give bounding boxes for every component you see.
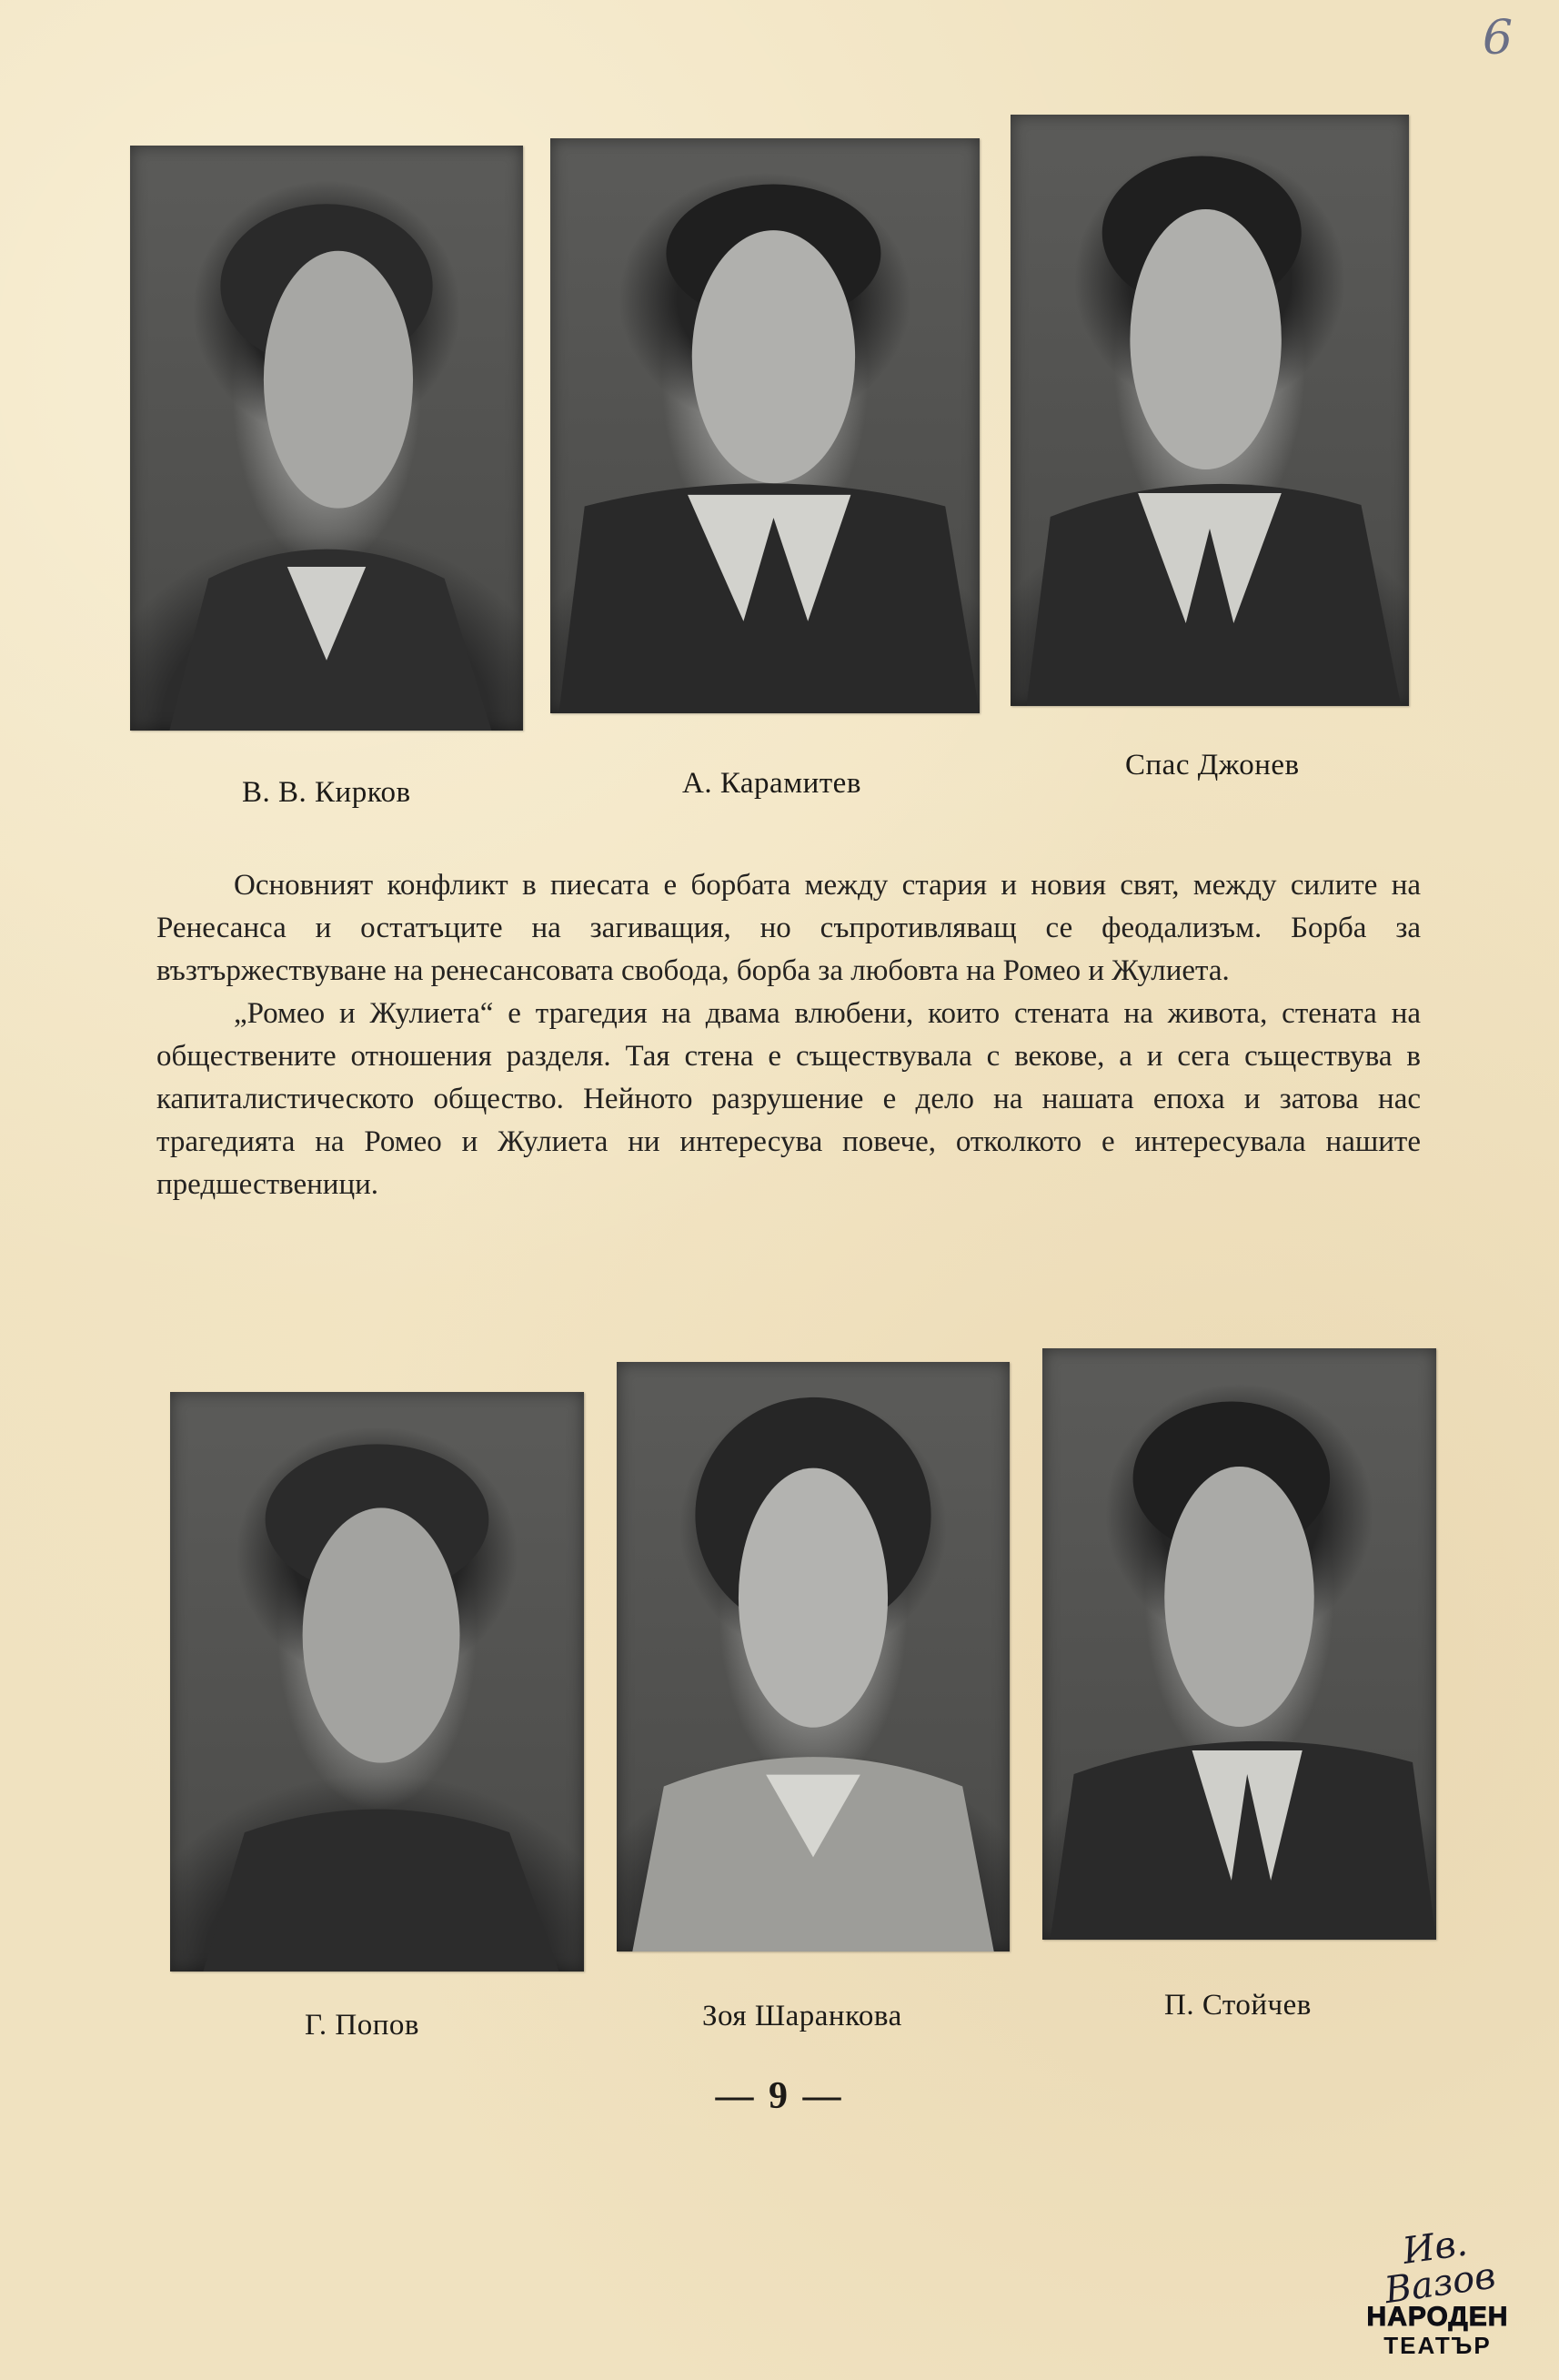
caption-karamitev: А. Карамитев <box>682 767 861 800</box>
page-number: — 9 — <box>715 2075 844 2117</box>
portrait-silhouette <box>1042 1348 1436 1940</box>
paragraph-tragedy: „Ромео и Жулиета“ е трагедия на двама влюбени, които стената на живота, стената на обществените отношения разделя. Тая стена е съществувала с векове, а и сега съществува в капиталистическото общество. Нейното разрушение е дело на нашата епоха и затова нас трагедията на Ромео и Жулиета ни интересува повече, отколкото е интересувала нашите предшественици. <box>156 997 1421 1201</box>
portrait-photo-popov <box>170 1392 584 1972</box>
portrait-photo-dzhonev <box>1011 115 1409 706</box>
handwritten-page-mark: 6 <box>1483 11 1514 66</box>
caption-sharankova: Зоя Шаранкова <box>702 2000 902 2032</box>
caption-dzhonev: Спас Джонев <box>1125 749 1300 782</box>
logo-line-2: ТЕАТЪР <box>1383 2332 1492 2359</box>
caption-stoychev: П. Стойчев <box>1164 1989 1312 2022</box>
portrait-photo-kirkov <box>130 146 523 731</box>
logo-signature: Ив. Вазов <box>1382 2222 1499 2313</box>
portrait-photo-karamitev <box>550 138 980 713</box>
portrait-silhouette <box>1011 115 1409 706</box>
logo-line-1: НАРОДЕН <box>1366 2302 1509 2332</box>
portrait-silhouette <box>550 138 980 713</box>
caption-popov: Г. Попов <box>305 2009 419 2042</box>
paragraph-conflict: Основният конфликт в пиесата е борбата между стария и новия свят, между силите на Ренесанса и остатъците на загиващия, но съпротивляващ се феодализъм. Борба за възтържествуване на ренесансовата свобода, борба за любовта на Ромео и Жулиета. <box>156 869 1421 987</box>
portrait-photo-stoychev <box>1042 1348 1436 1940</box>
portrait-photo-sharankova <box>617 1362 1010 1951</box>
body-text <box>156 864 1421 1206</box>
portrait-silhouette <box>170 1392 584 1972</box>
portrait-silhouette <box>617 1362 1010 1951</box>
caption-kirkov: В. В. Кирков <box>242 776 411 809</box>
portrait-silhouette <box>130 146 523 731</box>
national-theatre-logo <box>1353 2222 1522 2359</box>
